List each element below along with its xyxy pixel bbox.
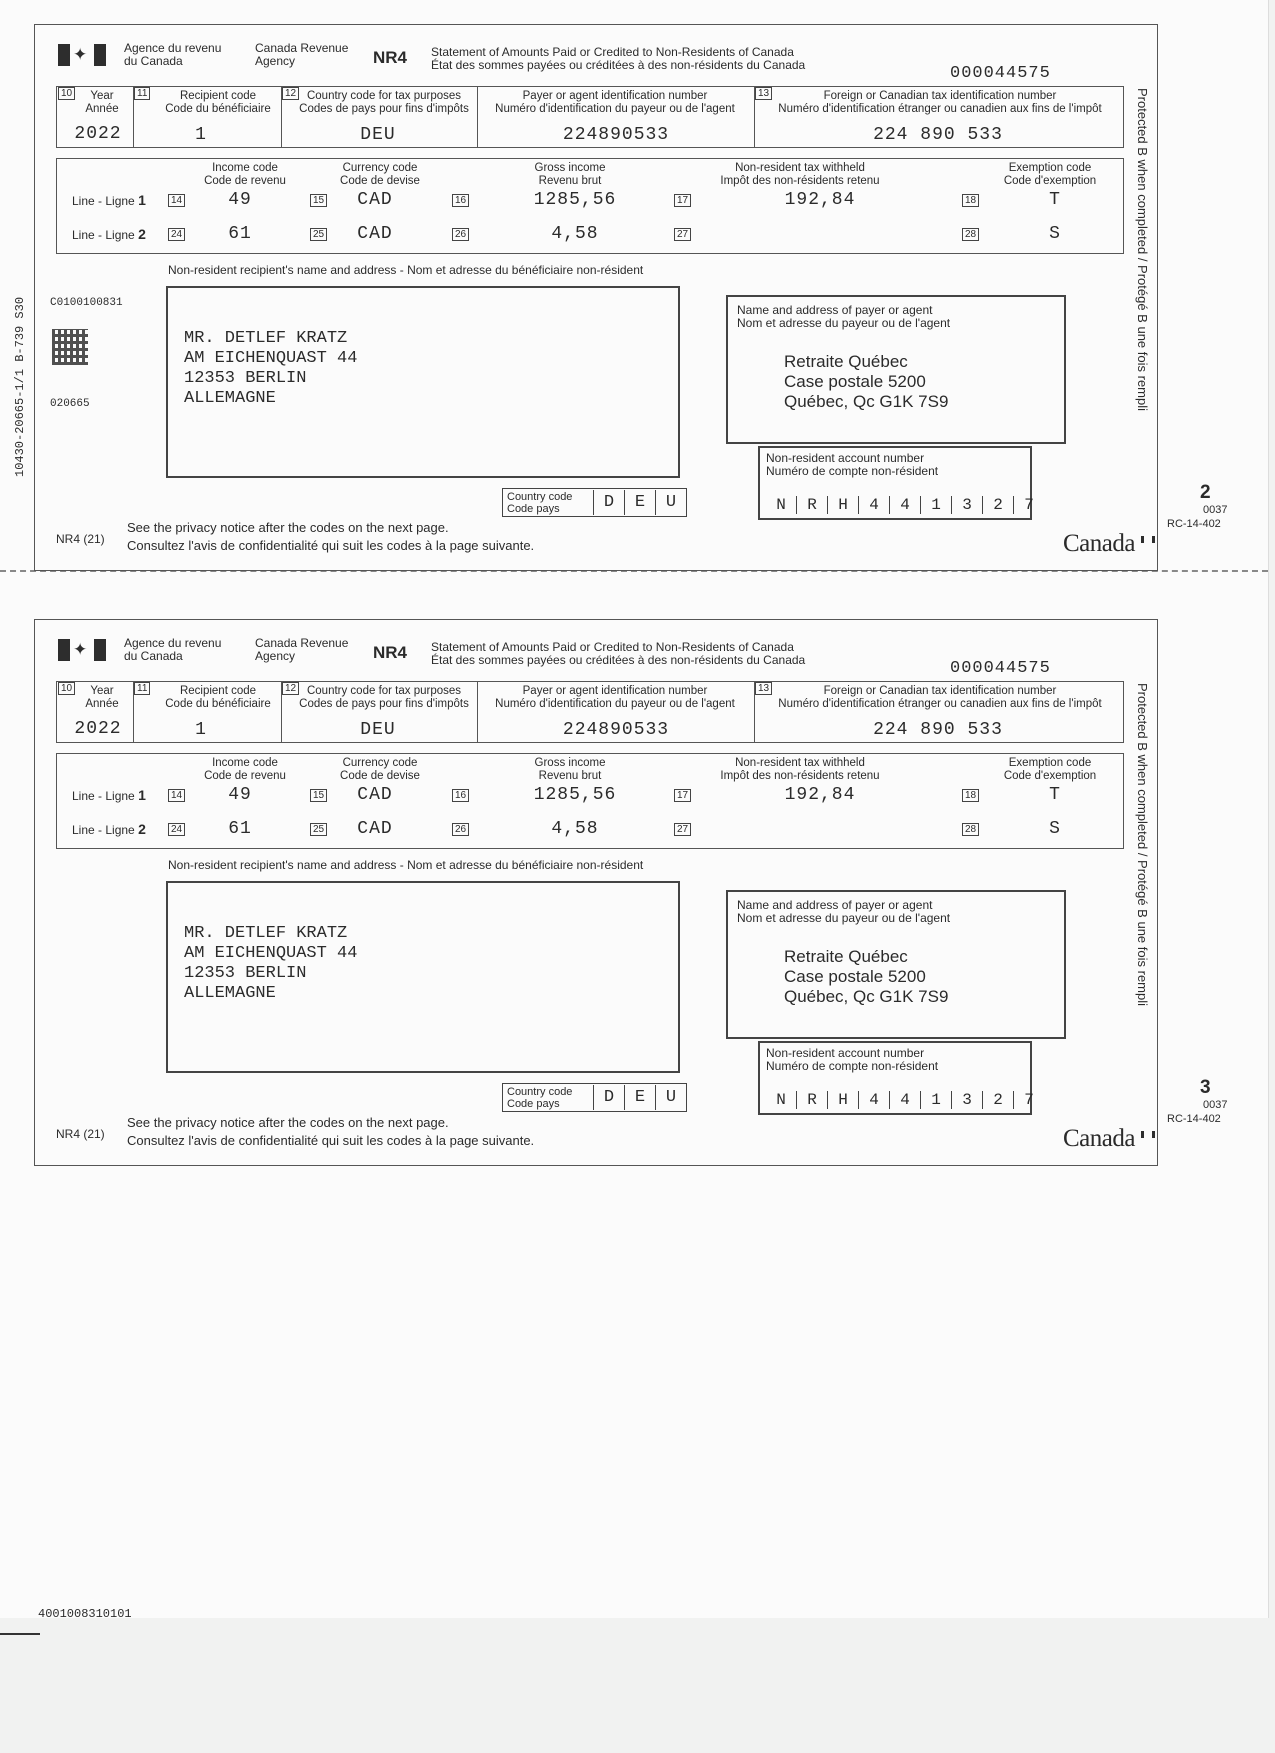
- payer-address: Retraite Québec Case postale 5200 Québec, Qc G1K 7S9: [784, 947, 949, 1006]
- box-number: 13: [755, 87, 772, 100]
- payer-caption: Name and address of payer or agent Nom et adresse du payeur ou de l'agent: [737, 898, 951, 925]
- line-label-text: Line - Ligne: [72, 194, 135, 208]
- recipient-address: MR. DETLEF KRATZ AM EICHENQUAST 44 12353 BERLIN ALLEMAGNE: [184, 924, 358, 1003]
- box-number: 27: [674, 228, 691, 241]
- country-code-label: Country code for tax purposes Codes de pays pour fins d'impôts: [299, 685, 469, 710]
- agency-name-en: Canada Revenue Agency: [255, 636, 349, 663]
- canada-wordmark: Canada: [1063, 1125, 1135, 1152]
- box-number: 25: [310, 228, 327, 241]
- account-caption: Non-resident account number Numéro de compte non-résident: [766, 1046, 939, 1073]
- form-version: NR4 (21): [56, 532, 105, 546]
- line-2-currency-code: CAD: [357, 819, 393, 839]
- form-version: NR4 (21): [56, 1127, 105, 1141]
- box-number: 17: [674, 789, 691, 802]
- box-number: 14: [168, 194, 185, 207]
- account-caption: Non-resident account number Numéro de compte non-résident: [766, 451, 939, 478]
- privacy-notice-fr: Consultez l'avis de confidentialité qui suit les codes à la page suivante.: [127, 1133, 535, 1148]
- foreign-id: 224 890 533: [873, 720, 1003, 740]
- account-number-char: 4: [890, 1091, 921, 1109]
- box-number: 25: [310, 823, 327, 836]
- page-number: 3: [1200, 1077, 1211, 1098]
- country-code-chars: [593, 490, 686, 515]
- line-2-income-code: 61: [228, 224, 252, 244]
- page-number: 2: [1200, 482, 1211, 503]
- line-1-exemption-code: T: [1049, 785, 1061, 805]
- form-title: [431, 46, 805, 72]
- payer-id-label: Payer or agent identification number Numéro d'identification du payeur ou de l'agent: [495, 685, 735, 710]
- box-number: 14: [168, 789, 185, 802]
- account-number-chars: [766, 496, 1044, 514]
- country-code-char: D: [593, 1085, 624, 1110]
- tax-year: 2022: [74, 124, 122, 144]
- account-number-char: 7: [1024, 496, 1034, 514]
- country-code-box: [502, 488, 687, 517]
- box-number: 26: [452, 228, 469, 241]
- barcode-id: C0100100831: [50, 297, 123, 309]
- nr4-slip-1: [0, 24, 1275, 624]
- box-number: 16: [452, 789, 469, 802]
- privacy-notice-fr: Consultez l'avis de confidentialité qui suit les codes à la page suivante.: [127, 538, 535, 553]
- privacy-notice-en: See the privacy notice after the codes on the next page.: [127, 520, 449, 535]
- box-number: 27: [674, 823, 691, 836]
- foreign-id: 224 890 533: [873, 125, 1003, 145]
- income-code-header: Income code Code de revenu: [204, 162, 286, 187]
- form-number-vertical: 10430-20665-1/1 B-739 S30: [13, 296, 27, 477]
- account-number-char: 2: [983, 1091, 1014, 1109]
- wordmark-flag-icon: [1141, 536, 1155, 543]
- box-number: 11: [134, 682, 150, 695]
- line-2-exemption-code: S: [1049, 819, 1061, 839]
- box-number: 18: [962, 789, 979, 802]
- country-code-char: E: [624, 1085, 655, 1110]
- line-2-gross-income: 4,58: [551, 819, 599, 839]
- page-sub-code: 0037: [1203, 1099, 1228, 1111]
- account-number-char: R: [797, 496, 828, 514]
- recipient-code-label: Recipient code Code du bénéficiaire: [165, 685, 271, 710]
- box-number: 12: [282, 682, 299, 695]
- account-number-char: 7: [1024, 1091, 1034, 1109]
- privacy-notice-en: See the privacy notice after the codes on the next page.: [127, 1115, 449, 1130]
- recipient-address: MR. DETLEF KRATZ AM EICHENQUAST 44 12353 BERLIN ALLEMAGNE: [184, 329, 358, 408]
- canada-flag-icon: ✦: [58, 639, 106, 661]
- payer-id: 224890533: [562, 720, 670, 740]
- slip-serial: 000044575: [950, 659, 1051, 678]
- country-code: DEU: [360, 720, 396, 740]
- foreign-id-label: Foreign or Canadian tax identification number Numéro d'identification étranger ou canadien aux fins de l'impôt: [778, 685, 1102, 710]
- box-number: 12: [282, 87, 299, 100]
- country-code: DEU: [360, 125, 396, 145]
- payer-id: 224890533: [562, 125, 670, 145]
- box-number: 11: [134, 87, 150, 100]
- page-sub-code: 0037: [1203, 504, 1228, 516]
- nr4-slip-2: [0, 619, 1275, 1219]
- form-title: [431, 641, 805, 667]
- form-title-en: Statement of Amounts Paid or Credited to Non-Residents of Canada: [431, 45, 794, 59]
- box-number: 10: [58, 682, 75, 695]
- rc-code: RC-14-402: [1167, 1113, 1221, 1125]
- form-title-en: Statement of Amounts Paid or Credited to Non-Residents of Canada: [431, 640, 794, 654]
- line-number: 2: [138, 226, 146, 242]
- account-number-char: R: [797, 1091, 828, 1109]
- line-number: 2: [138, 821, 146, 837]
- exemption-code-header: Exemption code Code d'exemption: [1003, 162, 1097, 187]
- form-code: NR4: [373, 48, 408, 67]
- recipient-code: 1: [195, 720, 207, 740]
- line-label-text: Line - Ligne: [72, 789, 135, 803]
- bottom-number: 4001008310101: [38, 1607, 132, 1621]
- country-code-char: U: [655, 490, 686, 515]
- tax-withheld-header: Non-resident tax withheld Impôt des non-résidents retenu: [720, 162, 880, 187]
- account-number-char: 4: [890, 496, 921, 514]
- box-number: 15: [310, 194, 327, 207]
- account-number-char: H: [828, 1091, 859, 1109]
- currency-code-header: Currency code Code de devise: [340, 162, 420, 187]
- box-number: 28: [962, 228, 979, 241]
- protected-b-notice: Protected B when completed / Protégé B une fois rempli: [1135, 683, 1150, 1007]
- line-label-text: Line - Ligne: [72, 228, 135, 242]
- batch-number: 020665: [50, 398, 90, 410]
- country-code-box-label: Country code Code pays: [507, 1085, 573, 1110]
- line-1-currency-code: CAD: [357, 785, 393, 805]
- agency-name-en: Canada Revenue Agency: [255, 41, 349, 68]
- line-label: [72, 226, 146, 242]
- payer-caption: Name and address of payer or agent Nom et adresse du payeur ou de l'agent: [737, 303, 951, 330]
- box-number: 13: [755, 682, 772, 695]
- tax-year: 2022: [74, 719, 122, 739]
- line-2-currency-code: CAD: [357, 224, 393, 244]
- account-number-box: [758, 1041, 1032, 1115]
- account-number-char: 1: [921, 1091, 952, 1109]
- account-number-char: 4: [859, 1091, 890, 1109]
- account-number-char: H: [828, 496, 859, 514]
- line-2-exemption-code: S: [1049, 224, 1061, 244]
- line-1-income-code: 49: [228, 785, 252, 805]
- currency-code-header: Currency code Code de devise: [340, 757, 420, 782]
- account-number-char: 4: [859, 496, 890, 514]
- account-number-char: 1: [921, 496, 952, 514]
- box-number: 28: [962, 823, 979, 836]
- recipient-caption: Non-resident recipient's name and address - Nom et adresse du bénéficiaire non-résident: [168, 858, 644, 872]
- account-number-char: N: [766, 496, 797, 514]
- foreign-id-label: Foreign or Canadian tax identification number Numéro d'identification étranger ou canadien aux fins de l'impôt: [778, 90, 1102, 115]
- payer-address: Retraite Québec Case postale 5200 Québec, Qc G1K 7S9: [784, 352, 949, 411]
- box-number: 26: [452, 823, 469, 836]
- account-number-char: 3: [952, 496, 983, 514]
- box-number: 15: [310, 789, 327, 802]
- line-number: 1: [138, 787, 146, 803]
- box-number: 24: [168, 823, 185, 836]
- income-code-header: Income code Code de revenu: [204, 757, 286, 782]
- line-1-gross-income: 1285,56: [533, 190, 617, 210]
- line-1-currency-code: CAD: [357, 190, 393, 210]
- country-code-box: [502, 1083, 687, 1112]
- country-code-char: U: [655, 1085, 686, 1110]
- line-2-income-code: 61: [228, 819, 252, 839]
- account-number-chars: [766, 1091, 1044, 1109]
- agency-name-fr: Agence du revenu du Canada: [124, 41, 222, 68]
- gross-income-header: Gross income Revenu brut: [534, 162, 606, 187]
- line-label: [72, 192, 146, 208]
- line-1-exemption-code: T: [1049, 190, 1061, 210]
- recipient-caption: Non-resident recipient's name and address - Nom et adresse du bénéficiaire non-résident: [168, 263, 644, 277]
- country-code-chars: [593, 1085, 686, 1110]
- box-number: 18: [962, 194, 979, 207]
- account-number-char: 2: [983, 496, 1014, 514]
- line-1-tax-withheld: 192,84: [784, 785, 856, 805]
- country-code-box-label: Country code Code pays: [507, 490, 573, 515]
- agency-name-fr: Agence du revenu du Canada: [124, 636, 222, 663]
- canada-wordmark: Canada: [1063, 530, 1135, 557]
- box-number: 16: [452, 194, 469, 207]
- gross-income-header: Gross income Revenu brut: [534, 757, 606, 782]
- year-label: Year Année: [85, 90, 119, 115]
- protected-b-notice: Protected B when completed / Protégé B une fois rempli: [1135, 88, 1150, 412]
- canada-flag-icon: ✦: [58, 44, 106, 66]
- line-2-gross-income: 4,58: [551, 224, 599, 244]
- year-label: Year Année: [85, 685, 119, 710]
- payer-id-label: Payer or agent identification number Numéro d'identification du payeur ou de l'agent: [495, 90, 735, 115]
- country-code-char: D: [593, 490, 624, 515]
- account-number-char: 3: [952, 1091, 983, 1109]
- form-title-fr: État des sommes payées ou créditées à des non-résidents du Canada: [431, 653, 806, 667]
- bottom-rule: [0, 1633, 40, 1635]
- line-1-tax-withheld: 192,84: [784, 190, 856, 210]
- tax-withheld-header: Non-resident tax withheld Impôt des non-résidents retenu: [720, 757, 880, 782]
- line-label: [72, 787, 146, 803]
- account-number-char: N: [766, 1091, 797, 1109]
- line-label-text: Line - Ligne: [72, 823, 135, 837]
- wordmark-flag-icon: [1141, 1131, 1155, 1138]
- country-code-label: Country code for tax purposes Codes de pays pour fins d'impôts: [299, 90, 469, 115]
- line-number: 1: [138, 192, 146, 208]
- exemption-code-header: Exemption code Code d'exemption: [1003, 757, 1097, 782]
- box-number: 17: [674, 194, 691, 207]
- form-title-fr: État des sommes payées ou créditées à des non-résidents du Canada: [431, 58, 806, 72]
- country-code-char: E: [624, 490, 655, 515]
- slip-serial: 000044575: [950, 64, 1051, 83]
- line-1-gross-income: 1285,56: [533, 785, 617, 805]
- box-number: 10: [58, 87, 75, 100]
- rc-code: RC-14-402: [1167, 518, 1221, 530]
- form-code: NR4: [373, 643, 408, 662]
- recipient-code-label: Recipient code Code du bénéficiaire: [165, 90, 271, 115]
- recipient-code: 1: [195, 125, 207, 145]
- box-number: 24: [168, 228, 185, 241]
- line-1-income-code: 49: [228, 190, 252, 210]
- account-number-box: [758, 446, 1032, 520]
- line-label: [72, 821, 146, 837]
